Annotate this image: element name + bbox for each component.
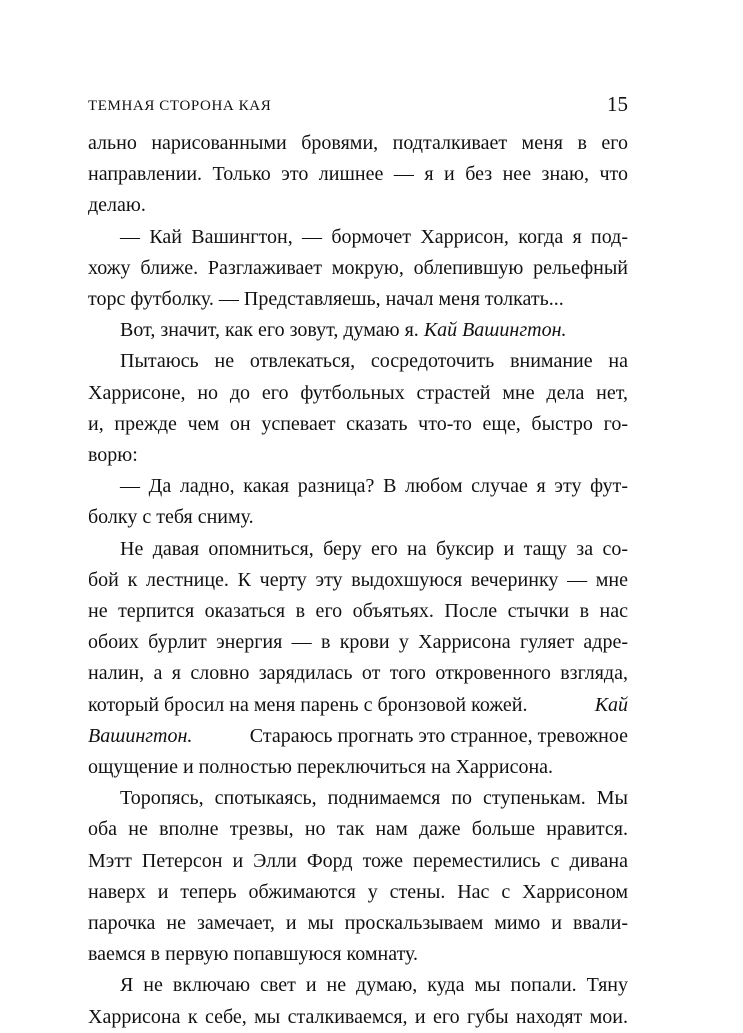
text-line: — Да ладно, какая разница? В любом случае я эту фут- bbox=[120, 475, 628, 498]
book-page bbox=[88, 92, 628, 1033]
italic-name: Кай bbox=[594, 693, 628, 716]
text-line: Харрисона к себе, мы сталкиваемся, и его губы находят мои. bbox=[88, 1005, 628, 1028]
paragraph bbox=[88, 128, 628, 222]
paragraph bbox=[88, 970, 628, 1032]
text-line: ваемся в первую попавшуюся комнату. bbox=[88, 943, 419, 966]
paragraph bbox=[88, 315, 628, 346]
text-line: хожу ближе. Разглаживает мокрую, облепившую рельефный bbox=[88, 256, 628, 279]
text-line: делаю. bbox=[88, 194, 146, 217]
paragraph bbox=[88, 346, 628, 471]
text-line: налин, а я словно зарядилась от того откровенного взгляда, bbox=[88, 662, 628, 685]
text-line bbox=[88, 690, 628, 721]
text-line: и, прежде чем он успевает сказать что-то еще, быстро го- bbox=[88, 412, 628, 435]
text-line: Не давая опомниться, беру его на буксир и тащу за со- bbox=[120, 537, 628, 560]
text-line: Мэтт Петерсон и Элли Форд тоже переместились с дивана bbox=[88, 849, 628, 872]
text-line: Я не включаю свет и не думаю, куда мы попали. Тяну bbox=[120, 974, 628, 997]
paragraph bbox=[88, 222, 628, 316]
text-line: ально нарисованными бровями, подталкивает меня в его bbox=[88, 132, 628, 154]
text-line: Торопясь, спотыкаясь, поднимаемся по ступенькам. Мы bbox=[120, 787, 628, 810]
page-number: 15 bbox=[607, 92, 628, 116]
running-head bbox=[88, 92, 628, 126]
text-line: ворю: bbox=[88, 444, 138, 467]
text-line: обоих бурлит энергия — в крови у Харрисона гуляет адре- bbox=[88, 631, 628, 654]
italic-name: Вашингтон. bbox=[88, 724, 193, 747]
text-line: Харрисоне, но до его футбольных страстей мне дела нет, bbox=[88, 381, 628, 404]
text-line: бой к лестнице. К черту эту выдохшуюся вечеринку — мне bbox=[88, 568, 628, 591]
body-text bbox=[88, 128, 628, 1033]
text-line: Пытаюсь не отвлекаться, сосредоточить внимание на bbox=[120, 350, 628, 373]
text-line: болку с тебя сниму. bbox=[88, 506, 254, 529]
text-line bbox=[88, 315, 628, 346]
text-line: — Кай Вашингтон, — бормочет Харрисон, когда я под- bbox=[120, 225, 628, 248]
text-line: наверх и теперь обжимаются у стены. Нас с Харрисоном bbox=[88, 880, 628, 903]
text-line: ощущение и полностью переключиться на Харрисона. bbox=[88, 756, 554, 779]
running-title: ТЕМНАЯ СТОРОНА КАЯ bbox=[88, 98, 272, 114]
italic-name: Кай Вашингтон. bbox=[423, 319, 567, 342]
text-line: парочка не замечает, и мы проскальзываем мимо и ввали- bbox=[88, 912, 628, 935]
text-line bbox=[88, 721, 628, 752]
text-run: Стараюсь прогнать это странное, тревожное bbox=[249, 724, 628, 747]
text-line: торс футболку. — Представляешь, начал меня толкать... bbox=[88, 288, 564, 311]
text-run: который бросил на меня парень с бронзовой кожей. bbox=[88, 693, 528, 716]
paragraph bbox=[88, 783, 628, 970]
paragraph bbox=[88, 471, 628, 533]
text-line: не терпится оказаться в его объятьях. После стычки в нас bbox=[88, 600, 628, 623]
text-line: оба не вполне трезвы, но так нам даже больше нравится. bbox=[88, 818, 628, 841]
text-line: направлении. Только это лишнее — я и без нее знаю, что bbox=[88, 163, 628, 186]
paragraph bbox=[88, 534, 628, 784]
text-run: Вот, значит, как его зовут, думаю я. bbox=[120, 319, 424, 342]
